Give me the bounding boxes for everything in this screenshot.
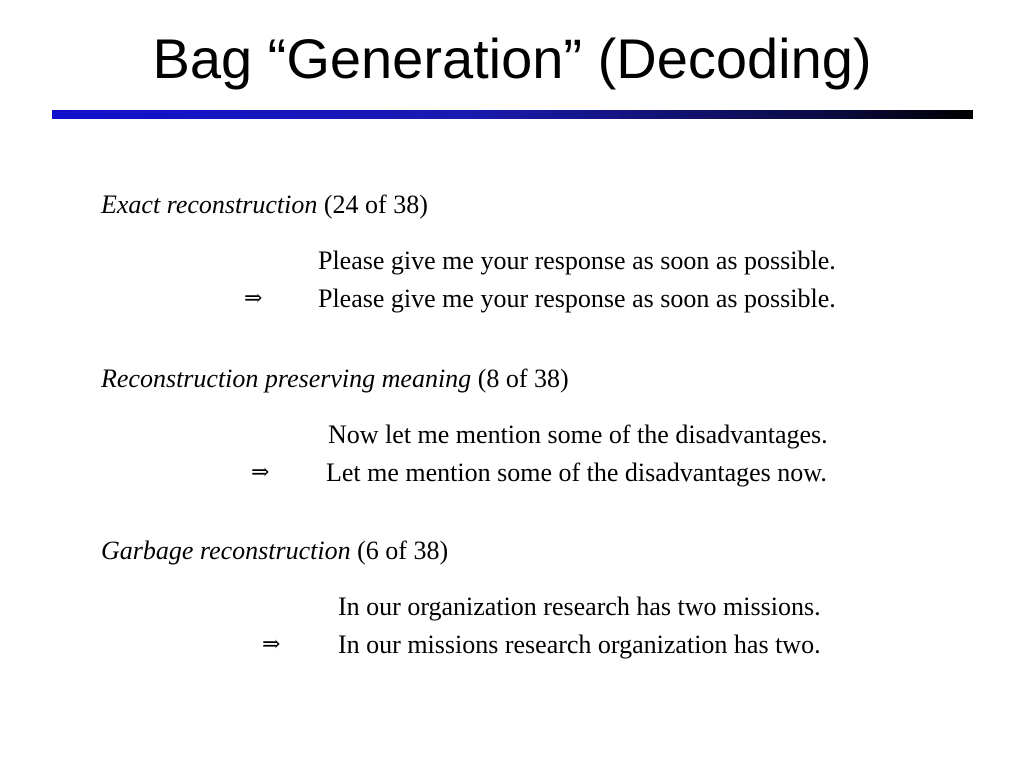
reconstructed-sentence: In our missions research organization has two. xyxy=(338,630,821,659)
reconstructed-sentence: Let me mention some of the disadvantages now. xyxy=(326,458,827,487)
original-sentence: In our organization research has two missions. xyxy=(338,592,821,621)
section-heading xyxy=(101,364,569,394)
section-heading-count: (24 of 38) xyxy=(323,190,428,219)
implies-arrow-icon: ⇒ xyxy=(262,632,281,657)
section-heading-count: (8 of 38) xyxy=(477,364,569,393)
implies-arrow-icon: ⇒ xyxy=(244,286,263,311)
section-heading xyxy=(101,536,448,566)
implies-arrow-icon: ⇒ xyxy=(251,460,270,485)
reconstructed-sentence: Please give me your response as soon as possible. xyxy=(318,284,836,313)
section-heading xyxy=(101,190,428,220)
section-heading-title: Reconstruction preserving meaning xyxy=(101,364,472,393)
original-sentence: Now let me mention some of the disadvantages. xyxy=(328,420,828,449)
title-underline-rule xyxy=(52,110,973,119)
slide-title: Bag “Generation” (Decoding) xyxy=(152,27,872,90)
section-heading-title: Exact reconstruction xyxy=(101,190,318,219)
section-heading-title: Garbage reconstruction xyxy=(101,536,351,565)
section-heading-count: (6 of 38) xyxy=(357,536,449,565)
original-sentence: Please give me your response as soon as possible. xyxy=(318,246,836,275)
